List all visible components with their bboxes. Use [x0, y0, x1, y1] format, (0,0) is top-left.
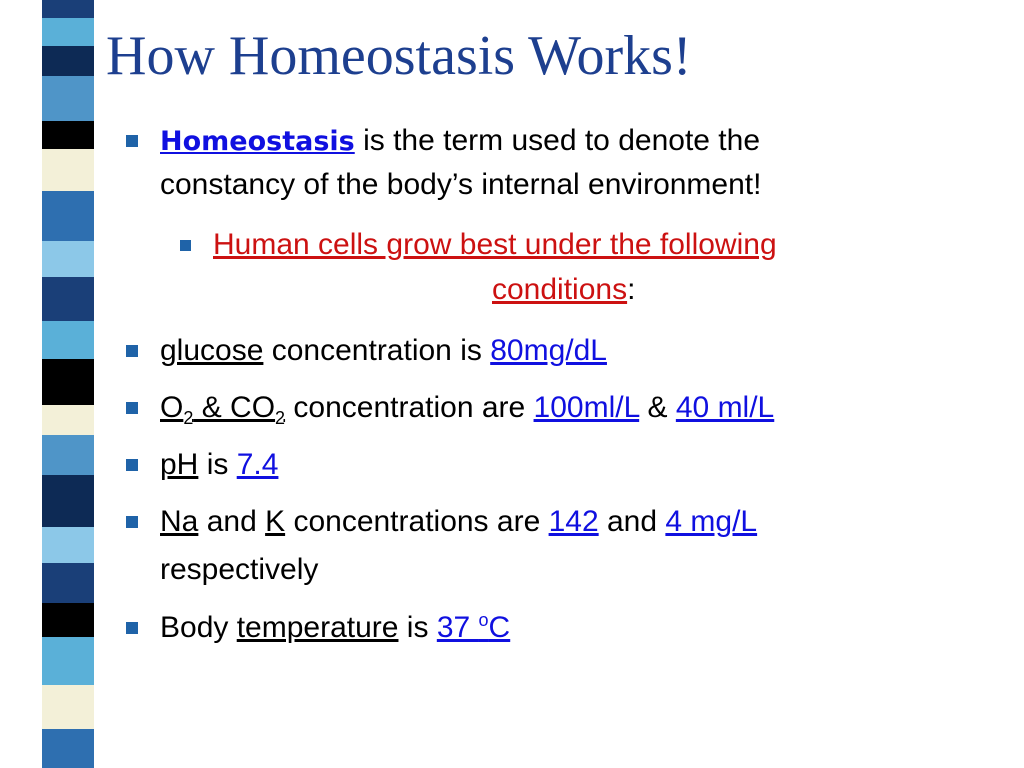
- bullet-na-k-line1: [160, 504, 757, 540]
- sub-bullet-line1: [213, 227, 777, 263]
- stripe-band: [42, 241, 94, 277]
- bullet-na-k-line2: [160, 552, 318, 588]
- o2-co2-term[interactable]: $O_2$ & $CO_2$: [160, 391, 286, 428]
- ampersand: &: [639, 391, 676, 424]
- ph-value[interactable]: 7.4: [236, 448, 279, 481]
- co2-value[interactable]: 40 ml/L: [675, 391, 775, 424]
- temperature-value[interactable]: 37 $^o$C: [436, 610, 511, 644]
- ph-term[interactable]: pH: [160, 448, 199, 481]
- stripe-band: [42, 359, 94, 405]
- bullet-ph: [160, 447, 278, 483]
- stripe-band: [42, 191, 94, 241]
- stripe-band: [42, 121, 94, 149]
- slide-title: How Homeostasis Works!: [106, 25, 692, 87]
- bullet-square-icon: [126, 402, 138, 414]
- bullet-o2-co2: [160, 390, 774, 426]
- homeostasis-link[interactable]: Homeostasis: [160, 126, 355, 157]
- respectively-text: respectively: [160, 553, 319, 586]
- stripe-edge: [94, 0, 104, 768]
- stripe-band: [42, 277, 94, 321]
- and-text-2: and: [598, 505, 666, 538]
- conditions-link[interactable]: conditions: [492, 273, 628, 306]
- stripe-band: [42, 563, 94, 603]
- temperature-term[interactable]: temperature: [236, 611, 399, 644]
- stripe-band: [42, 729, 94, 768]
- colon: :: [627, 273, 636, 306]
- stripe-band: [42, 685, 94, 729]
- sub-bullet-line2: [492, 272, 635, 308]
- bullet-square-icon: [126, 516, 138, 528]
- body-text: Body: [160, 611, 237, 644]
- temperature-text: is: [398, 611, 437, 644]
- stripe-band: [42, 76, 94, 121]
- bullet-square-icon: [126, 622, 138, 634]
- decorative-color-stripe: [42, 0, 94, 768]
- bullet-glucose: [160, 333, 607, 369]
- stripe-band: [42, 405, 94, 435]
- o2-co2-text: concentration are: [285, 391, 534, 424]
- na-value[interactable]: 142: [548, 505, 599, 538]
- stripe-band: [42, 435, 94, 475]
- o2-value[interactable]: 100ml/L: [533, 391, 640, 424]
- bullet-temperature: [160, 610, 510, 646]
- na-k-text: concentrations are: [285, 505, 549, 538]
- stripe-band: [42, 18, 94, 46]
- stripe-band: [42, 46, 94, 76]
- stripe-band: [42, 527, 94, 563]
- k-value[interactable]: 4 mg/L: [665, 505, 758, 538]
- stripe-band: [42, 0, 94, 18]
- stripe-band: [42, 603, 94, 637]
- stripe-band: [42, 321, 94, 359]
- bullet-homeostasis-line1: [160, 123, 760, 160]
- bullet-square-icon: [180, 240, 191, 251]
- bullet-homeostasis-line2: [160, 167, 761, 203]
- homeostasis-text: is the term used to denote the: [354, 124, 760, 157]
- k-term[interactable]: K: [265, 505, 286, 538]
- homeostasis-text-2: constancy of the body’s internal environment!: [160, 168, 762, 201]
- bullet-square-icon: [126, 459, 138, 471]
- bullet-square-icon: [126, 345, 138, 357]
- and-text: and: [198, 505, 266, 538]
- human-cells-link[interactable]: Human cells grow best under the following: [213, 228, 777, 261]
- stripe-band: [42, 149, 94, 191]
- glucose-term[interactable]: glucose: [160, 334, 264, 367]
- stripe-band: [42, 475, 94, 527]
- glucose-value[interactable]: 80mg/dL: [490, 334, 607, 367]
- na-term[interactable]: Na: [160, 505, 199, 538]
- glucose-text: concentration is: [263, 334, 491, 367]
- bullet-square-icon: [126, 135, 138, 147]
- stripe-band: [42, 637, 94, 685]
- ph-text: is: [198, 448, 237, 481]
